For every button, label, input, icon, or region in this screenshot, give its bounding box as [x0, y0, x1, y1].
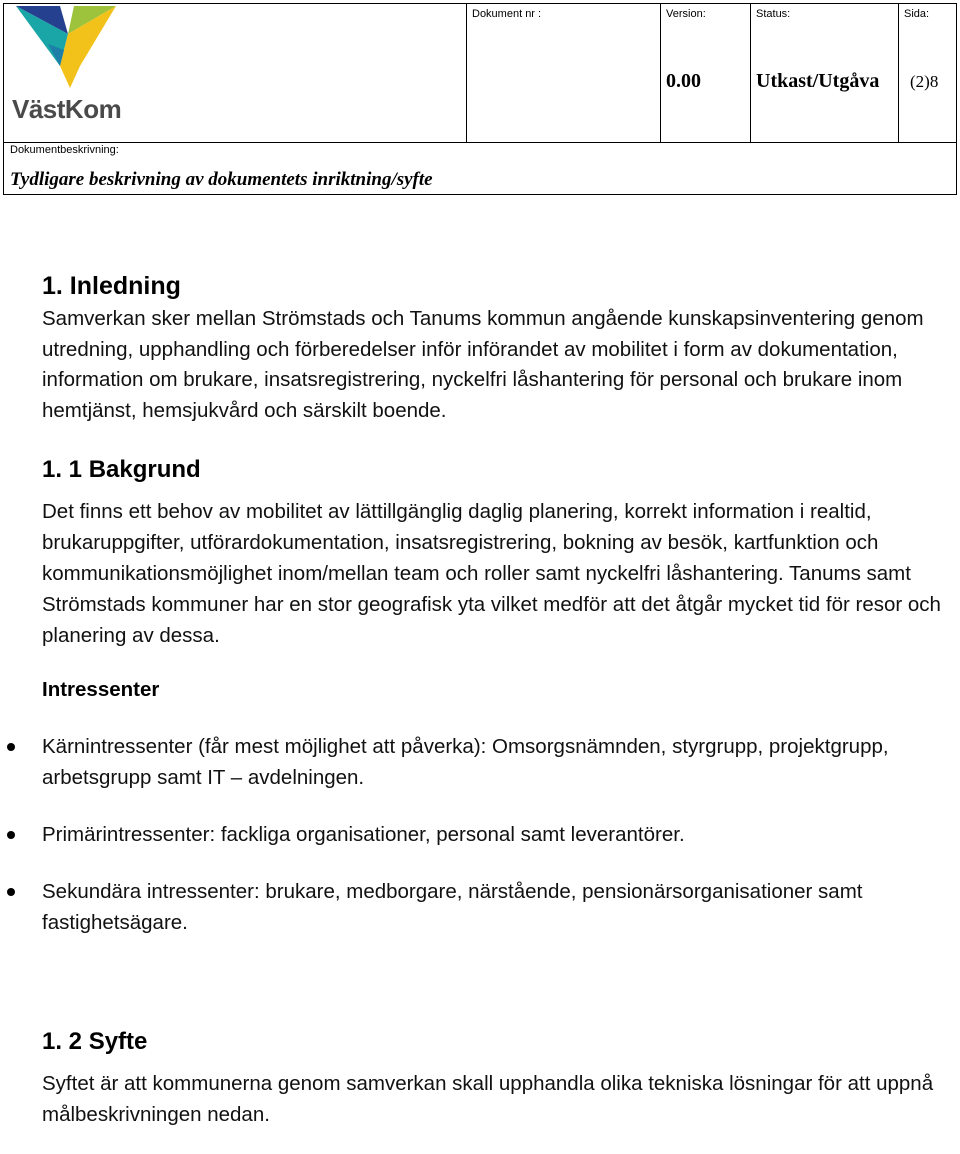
bullet-icon [7, 831, 15, 839]
bullet-icon [7, 743, 15, 751]
stakeholders-heading: Intressenter [42, 678, 160, 701]
subsection-heading: 1. 2 Syfte [42, 1028, 148, 1055]
bullet-icon [7, 888, 15, 896]
version-label: Version: [666, 8, 706, 20]
divider [466, 4, 467, 142]
subsection-heading: 1. 1 Bakgrund [42, 456, 201, 483]
status-label: Status: [756, 8, 791, 20]
list-item: Sekundära intressenter: brukare, medborgare, närstående, pensionärsorganisationer samt fastighetsägare. [42, 876, 954, 938]
subsection-paragraph: Det finns ett behov av mobilitet av lättillgänglig daglig planering, korrekt information i realtid, brukaruppgifter, utförardokumentation, insatsregistrering, bokning av besök, kartfunktion och kommunikationsmöjlighet inom/mellan team och roller samt nyckelfri låshantering. Tanums samt Strömstads kommuner har en stor geografisk yta vilket medför att det åtgår mycket tid för resor och planering av dessa. [42, 500, 941, 647]
description-label: Dokumentbeskrivning: [10, 144, 119, 156]
section-heading: 1. Inledning [42, 272, 181, 300]
divider [660, 4, 661, 142]
stakeholders-list [42, 731, 954, 938]
page-value: (2)8 [910, 72, 939, 91]
divider [898, 4, 899, 142]
subsection-paragraph: Syftet är att kommunerna genom samverkan skall upphandla olika tekniska lösningar för att uppnå målbeskrivningen nedan. [42, 1072, 934, 1126]
section-paragraph: Samverkan sker mellan Strömstads och Tanums kommun angående kunskapsinventering genom utredning, upphandling och förberedelser inför införandet av mobilitet i form av dokumentation, information om brukare, insatsregistrering, nyckelfri låshantering för personal och brukare inom hemtjänst, hemsjukvård och särskilt boende. [42, 307, 924, 422]
page-label: Sida: [904, 8, 930, 20]
list-item: Kärnintressenter (får mest möjlighet att påverka): Omsorgsnämnden, styrgrupp, projektgrupp, arbetsgrupp samt IT – avdelningen. [42, 731, 954, 793]
logo-wordmark: VästKom [12, 94, 122, 124]
document-body [42, 268, 954, 1130]
divider [750, 4, 751, 142]
version-value: 0.00 [666, 70, 701, 92]
document-header [3, 3, 957, 195]
description-value: Tydligare beskrivning av dokumentets inriktning/syfte [10, 169, 433, 190]
list-item: Primärintressenter: fackliga organisationer, personal samt leverantörer. [42, 819, 954, 850]
status-value: Utkast/Utgåva [756, 70, 880, 92]
logo-cell [4, 4, 466, 142]
divider [4, 142, 956, 143]
doc-nr-label: Dokument nr : [472, 8, 542, 20]
vastkom-logo-icon [8, 4, 128, 99]
